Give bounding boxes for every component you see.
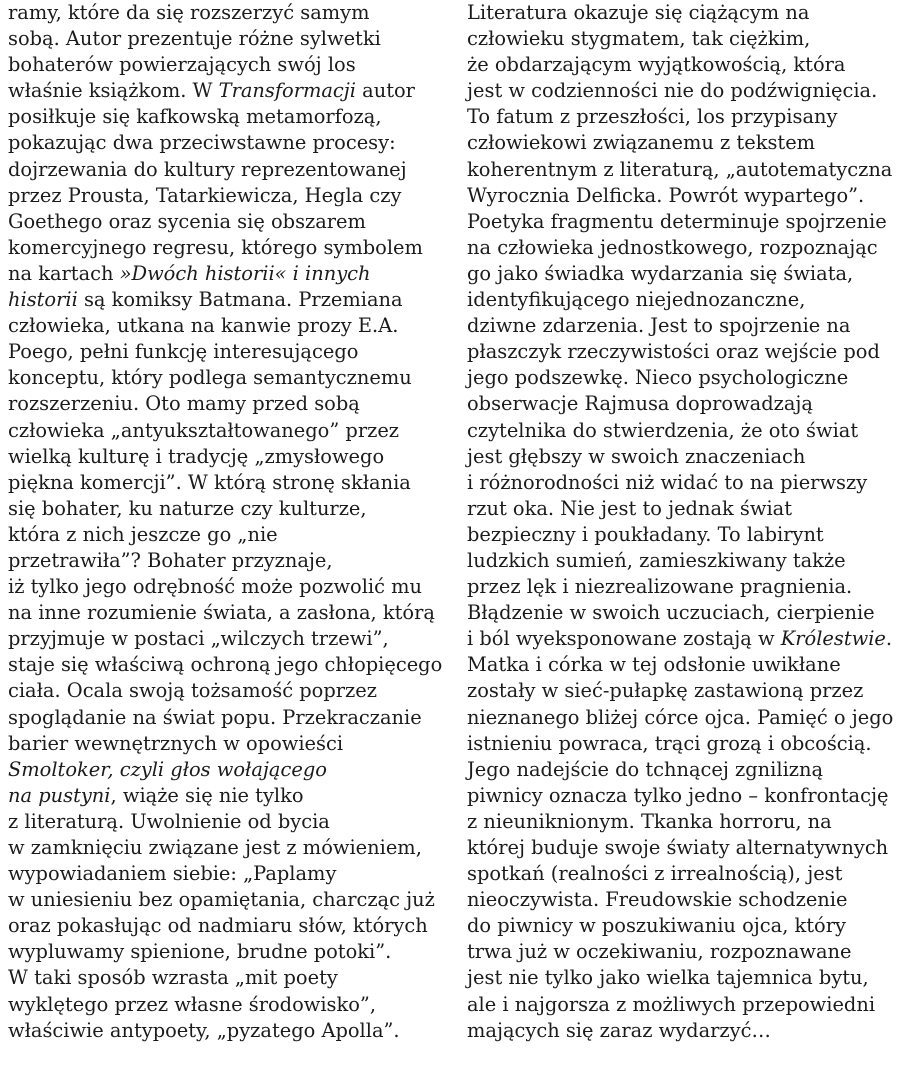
text-line <box>8 313 444 339</box>
text-line <box>8 887 444 913</box>
text-line <box>8 235 444 261</box>
text-line <box>467 0 900 26</box>
text-line <box>8 78 444 104</box>
text-segment: bohaterów powierzających swój los <box>8 53 356 77</box>
text-line <box>467 1018 900 1044</box>
text-segment: zostały w sieć-pułapkę zastawioną przez <box>467 679 864 703</box>
text-segment: przez Prousta, Tatarkiewicza, Hegla czy <box>8 183 402 207</box>
text-line <box>467 783 900 809</box>
text-segment: człowiekowi związanemu z tekstem <box>467 131 816 155</box>
text-segment: pokazując dwa przeciwstawne procesy: <box>8 131 396 155</box>
text-line <box>8 1018 444 1044</box>
text-segment: w uniesieniu bez opamiętania, charcząc już <box>8 888 435 912</box>
text-segment: dziwne zdarzenia. Jest to spojrzenie na <box>467 314 851 338</box>
text-line <box>8 652 444 678</box>
text-line <box>467 391 900 417</box>
text-line <box>467 470 900 496</box>
italic-text-segment: na pustyni <box>8 783 111 807</box>
text-segment: nieznanego bliżej córce ojca. Pamięć o jego <box>467 705 894 729</box>
text-segment: ciała. Ocala swoją tożsamość poprzez <box>8 679 377 703</box>
text-line <box>467 809 900 835</box>
text-line <box>8 809 444 835</box>
italic-text-segment: Transformacji <box>218 79 356 103</box>
text-segment: z literaturą. Uwolnienie od bycia <box>8 809 330 833</box>
text-line <box>8 522 444 548</box>
text-line <box>467 418 900 444</box>
text-segment: W taki sposób wzrasta „mit poety <box>8 966 338 990</box>
text-segment: identyfikującego niejednozanczne, <box>467 288 806 312</box>
text-line <box>8 52 444 78</box>
text-line <box>8 992 444 1018</box>
text-line <box>467 678 900 704</box>
text-segment: Goethego oraz sycenia się obszarem <box>8 209 366 233</box>
text-line <box>467 548 900 574</box>
text-segment: przetrawiła”? Bohater przyznaje, <box>8 548 333 572</box>
text-segment: jest w codzienności nie do podźwignięcia. <box>467 79 878 103</box>
text-line <box>8 418 444 444</box>
text-segment: rzut oka. Nie jest to jednak świat <box>467 496 793 520</box>
text-line <box>467 209 900 235</box>
text-line <box>467 913 900 939</box>
text-line <box>467 626 900 652</box>
text-segment: mających się zaraz wydarzyć… <box>467 1018 771 1042</box>
italic-text-segment: Smoltoker, czyli głos wołającego <box>8 757 327 781</box>
text-line <box>467 522 900 548</box>
text-line <box>467 130 900 156</box>
text-line <box>467 861 900 887</box>
text-segment: Poetyka fragmentu determinuje spojrzenie <box>467 209 887 233</box>
text-segment: dojrzewania do kultury reprezentowanej <box>8 157 407 181</box>
text-segment: właściwie antypoety, „pyzatego Apolla”. <box>8 1018 400 1042</box>
text-line <box>467 287 900 313</box>
text-segment: ramy, które da się rozszerzyć samym <box>8 1 370 24</box>
text-line <box>467 600 900 626</box>
text-line <box>467 705 900 731</box>
text-segment: jest głębszy w swoich znaczeniach <box>467 444 806 468</box>
text-segment: posiłkuje się kafkowską metamorfozą, <box>8 105 382 129</box>
text-segment: istnieniu powraca, trąci grozą i obcością. <box>467 731 872 755</box>
text-line <box>8 26 444 52</box>
text-segment: Literatura okazuje się ciążącym na <box>467 1 810 24</box>
text-line <box>467 757 900 783</box>
text-line <box>467 261 900 287</box>
text-segment: na inne rozumienie świata, a zasłona, którą <box>8 601 435 625</box>
text-segment: wyklętego przez własne środowisko”, <box>8 992 377 1016</box>
text-line <box>467 235 900 261</box>
text-segment: Jego nadejście do tchnącej zgnilizną <box>467 757 824 781</box>
text-line <box>467 339 900 365</box>
text-line <box>467 444 900 470</box>
text-line <box>8 600 444 626</box>
text-segment: spotkań (realności z irrealnością), jest <box>467 862 843 886</box>
text-segment: właśnie książkom. W <box>8 79 219 103</box>
text-line <box>8 548 444 574</box>
text-line <box>467 939 900 965</box>
text-segment: Błądzenie w swoich uczuciach, cierpienie <box>467 601 875 625</box>
text-line <box>8 130 444 156</box>
text-segment: się bohater, ku naturze czy kulturze, <box>8 496 367 520</box>
text-segment: spoglądanie na świat popu. Przekraczanie <box>8 705 422 729</box>
text-line <box>8 913 444 939</box>
text-line <box>8 965 444 991</box>
text-segment: , wiąże się nie tylko <box>110 783 304 807</box>
text-segment: która z nich jeszcze go „nie <box>8 522 278 546</box>
text-line <box>8 287 444 313</box>
text-line <box>8 496 444 522</box>
text-segment: na kartach <box>8 261 120 285</box>
text-line <box>467 78 900 104</box>
italic-text-segment: Królestwie <box>780 627 886 651</box>
text-segment: w zamknięciu związane jest z mówieniem, <box>8 836 422 859</box>
text-line <box>8 678 444 704</box>
text-segment: płaszczyk rzeczywistości oraz wejście pod <box>467 340 880 364</box>
text-segment: przez lęk i niezrealizowane pragnienia. <box>467 575 853 599</box>
text-segment: staje się właściwą ochroną jego chłopięcego <box>8 653 443 677</box>
text-segment: rozszerzeniu. Oto mamy przed sobą <box>8 392 360 416</box>
text-segment: trwa już w oczekiwaniu, rozpoznawane <box>467 940 852 964</box>
text-segment: że obdarzającym wyjątkowością, która <box>467 53 846 77</box>
text-segment: konceptu, który podlega semantycznemu <box>8 366 412 390</box>
text-line <box>8 209 444 235</box>
text-segment: przyjmuje w postaci „wilczych trzewi”, <box>8 627 389 651</box>
text-segment: komercyjnego regresu, którego symbolem <box>8 235 423 259</box>
text-segment: Matka i córka w tej odsłonie uwikłane <box>467 653 841 677</box>
text-segment: piękna komercji”. W którą stronę skłania <box>8 470 411 494</box>
text-segment: . <box>885 627 893 651</box>
text-segment: wypowiadaniem siebie: „Paplamy <box>8 862 337 886</box>
text-line <box>467 652 900 678</box>
text-line <box>8 783 444 809</box>
text-segment: nieoczywista. Freudowskie schodzenie <box>467 888 848 912</box>
text-line <box>8 470 444 496</box>
text-line <box>467 52 900 78</box>
text-segment: To fatum z przeszłości, los przypisany <box>467 105 838 129</box>
text-segment: ludzkich sumień, zamieszkiwany także <box>467 548 846 572</box>
text-line <box>8 339 444 365</box>
text-segment: go jako świadka wydarzania się świata, <box>467 261 854 285</box>
text-line <box>8 939 444 965</box>
text-segment: obserwacje Rajmusa doprowadzają <box>467 392 813 416</box>
text-line <box>8 391 444 417</box>
text-segment: jest nie tylko jako wielka tajemnica bytu, <box>467 966 869 990</box>
text-segment: iż tylko jego odrębność może pozwolić mu <box>8 575 423 599</box>
text-segment: piwnicy oznacza tylko jedno – konfrontację <box>467 783 889 807</box>
text-segment: człowieka, utkana na kanwie prozy E.A. <box>8 314 399 338</box>
text-line <box>467 965 900 991</box>
text-line <box>8 861 444 887</box>
italic-text-segment: historii <box>8 288 78 312</box>
text-segment: czytelnika do stwierdzenia, że oto świat <box>467 418 859 442</box>
text-line <box>8 104 444 130</box>
text-segment: oraz pokasłując od nadmiaru słów, których <box>8 914 428 938</box>
text-line <box>467 104 900 130</box>
text-segment: bezpieczny i poukładany. To labirynt <box>467 522 824 546</box>
text-segment: człowieka „antyukształtowanego” przez <box>8 418 400 442</box>
text-line <box>8 0 444 26</box>
text-segment: ale i najgorsza z możliwych przepowiedni <box>467 992 876 1016</box>
text-line <box>8 183 444 209</box>
text-segment: z nieuniknionym. Tkanka horroru, na <box>467 809 832 833</box>
text-line <box>467 731 900 757</box>
text-segment: której buduje swoje światy alternatywnych <box>467 836 889 859</box>
text-line <box>8 157 444 183</box>
text-line <box>467 835 900 861</box>
text-line <box>467 26 900 52</box>
text-line <box>8 626 444 652</box>
text-segment: jego podszewkę. Nieco psychologiczne <box>467 366 849 390</box>
text-line <box>467 992 900 1018</box>
text-line <box>8 574 444 600</box>
text-segment: wielką kulturę i tradycję „zmysłowego <box>8 444 385 468</box>
text-line <box>8 365 444 391</box>
text-line <box>467 365 900 391</box>
text-line <box>467 887 900 913</box>
text-segment: i ból wyeksponowane zostają w <box>467 627 781 651</box>
text-line <box>467 496 900 522</box>
text-line <box>8 261 444 287</box>
text-line <box>8 444 444 470</box>
text-segment: i różnorodności niż widać to na pierwszy <box>467 470 868 494</box>
text-segment: sobą. Autor prezentuje różne sylwetki <box>8 27 381 51</box>
text-segment: są komiksy Batmana. Przemiana <box>77 288 403 312</box>
text-segment: koherentnym z literaturą, „autotematyczna <box>467 157 893 181</box>
text-segment: autor <box>356 79 415 103</box>
text-line <box>8 757 444 783</box>
italic-text-segment: »Dwóch historii« i innych <box>119 261 371 285</box>
text-line <box>8 731 444 757</box>
text-line <box>467 574 900 600</box>
right-text-column <box>467 0 900 1044</box>
text-line <box>467 183 900 209</box>
text-segment: na człowieka jednostkowego, rozpoznając <box>467 235 878 259</box>
text-segment: barier wewnętrznych w opowieści <box>8 731 344 755</box>
text-segment: do piwnicy w poszukiwaniu ojca, który <box>467 914 846 938</box>
text-line <box>467 313 900 339</box>
left-text-column <box>8 0 444 1044</box>
text-line <box>467 157 900 183</box>
text-line <box>8 705 444 731</box>
text-segment: człowieku stygmatem, tak ciężkim, <box>467 27 811 51</box>
text-line <box>8 835 444 861</box>
text-segment: Wyrocznia Delficka. Powrót wypartego”. <box>467 183 865 207</box>
text-segment: wypluwamy spienione, brudne potoki”. <box>8 940 392 964</box>
text-segment: Poego, pełni funkcję interesującego <box>8 340 359 364</box>
